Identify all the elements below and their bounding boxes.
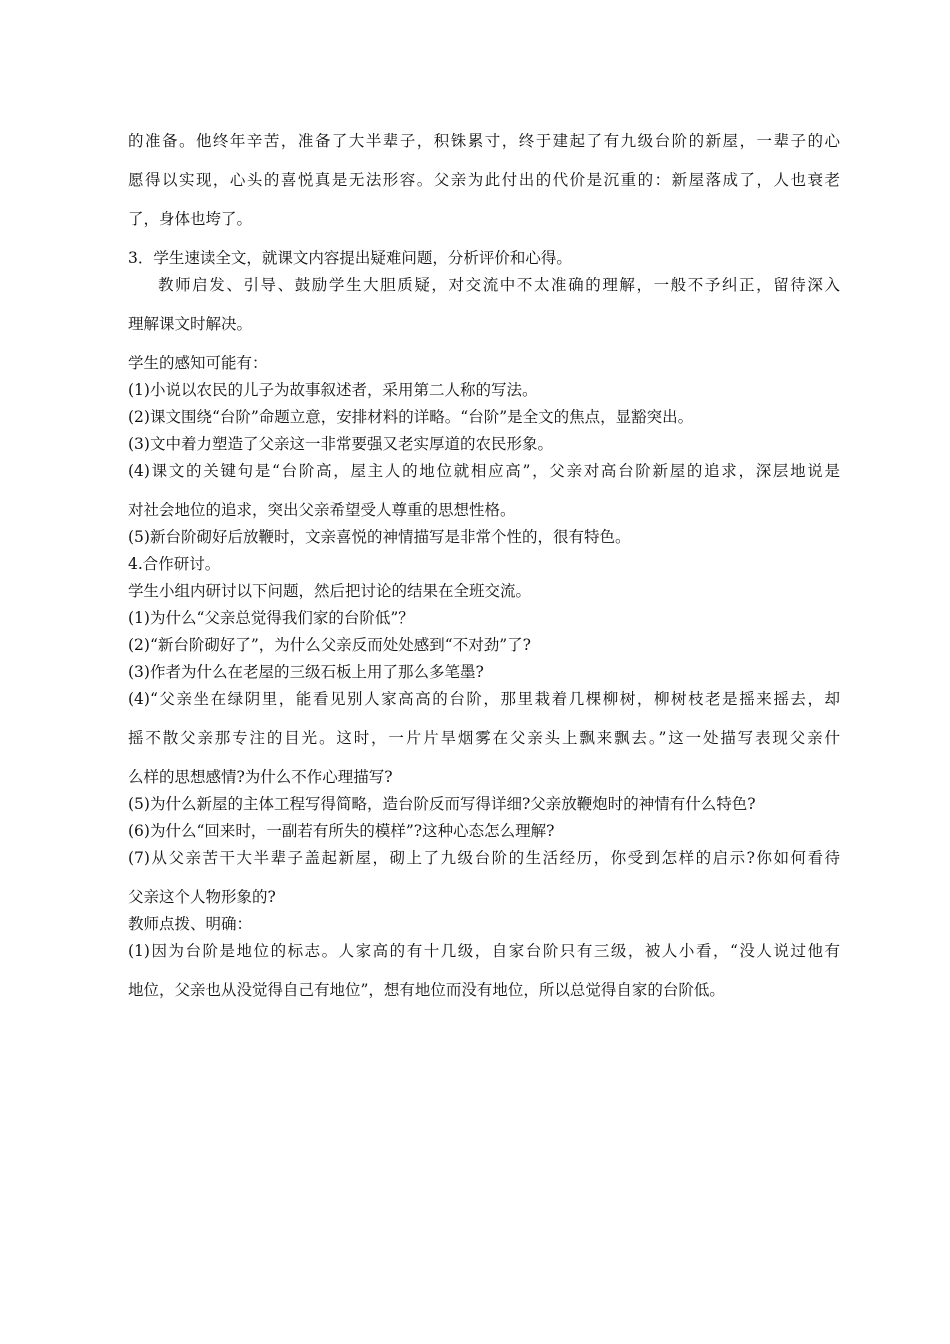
question-item: (6)为什么“回来时，一副若有所失的模样”?这种心态怎么理解?	[128, 822, 555, 840]
section-heading: 4.合作研讨。	[128, 555, 221, 573]
answer-item-continued: 地位，父亲也从没觉得自己有地位”，想有地位而没有地位，所以总觉得自家的台阶低。	[128, 981, 725, 999]
document-body	[128, 128, 840, 1004]
paragraph-line: 学生小组内研讨以下问题，然后把讨论的结果在全班交流。	[128, 582, 532, 600]
list-item: (1)小说以农民的儿子为故事叙述者，采用第二人称的写法。	[128, 381, 538, 399]
list-item-continued: 对社会地位的追求，突出父亲希望受人尊重的思想性格。	[128, 501, 516, 519]
question-item: (4)“父亲坐在绿阴里，能看见别人家高高的台阶，那里栽着几棵柳树，柳树枝老是摇来摇去，却	[128, 690, 840, 708]
question-item-continued: 摇不散父亲那专注的目光。这时，一片片旱烟雾在父亲头上飘来飘去。”这一处描写表现父亲什	[128, 729, 840, 747]
paragraph-line: 学生的感知可能有：	[128, 354, 268, 372]
question-item: (5)为什么新屋的主体工程写得简略，造台阶反而写得详细?父亲放鞭炮时的神情有什么特色?	[128, 795, 756, 813]
question-item: (7)从父亲苦干大半辈子盖起新屋，砌上了九级台阶的生活经历，你受到怎样的启示?你如何看待	[128, 849, 840, 867]
list-item: (4)课文的关键句是“台阶高，屋主人的地位就相应高”，父亲对高台阶新屋的追求，深层地说是	[128, 462, 840, 480]
paragraph-line: 的准备。他终年辛苦，准备了大半辈子，积铢累寸，终于建起了有九级台阶的新屋，一辈子的心	[128, 132, 840, 150]
list-item: (5)新台阶砌好后放鞭时，文亲喜悦的神情描写是非常个性的，很有特色。	[128, 528, 631, 546]
list-item: (2)课文围绕“台阶”命题立意，安排材料的详略。“台阶”是全文的焦点，显豁突出。	[128, 408, 694, 426]
paragraph-line: 理解课文时解决。	[128, 315, 253, 333]
question-item: (1)为什么“父亲总觉得我们家的台阶低”？	[128, 609, 414, 627]
question-item: (2)“新台阶砌好了”，为什么父亲反而处处感到“不对劲”了?	[128, 636, 531, 654]
question-item-continued: 么样的思想感情?为什么不作心理描写?	[128, 768, 393, 786]
paragraph-line: 愿得以实现，心头的喜悦真是无法形容。父亲为此付出的代价是沉重的：新屋落成了，人也衰老	[128, 171, 840, 189]
question-item: (3)作者为什么在老屋的三级石板上用了那么多笔墨?	[128, 663, 484, 681]
paragraph-line: 了，身体也垮了。	[128, 210, 253, 228]
list-item: (3)文中着力塑造了父亲这一非常要强又老实厚道的农民形象。	[128, 435, 553, 453]
paragraph-line: 教师启发、引导、鼓励学生大胆质疑，对交流中不太准确的理解，一般不予纠正，留待深入	[158, 276, 840, 294]
paragraph-line: 教师点拨、明确：	[128, 915, 253, 933]
section-heading: 3．学生速读全文，就课文内容提出疑难问题，分析评价和心得。	[128, 249, 572, 267]
answer-item: (1)因为台阶是地位的标志。人家高的有十几级，自家台阶只有三级，被人小看，“没人说过他有	[128, 942, 840, 960]
question-item-continued: 父亲这个人物形象的?	[128, 888, 276, 906]
